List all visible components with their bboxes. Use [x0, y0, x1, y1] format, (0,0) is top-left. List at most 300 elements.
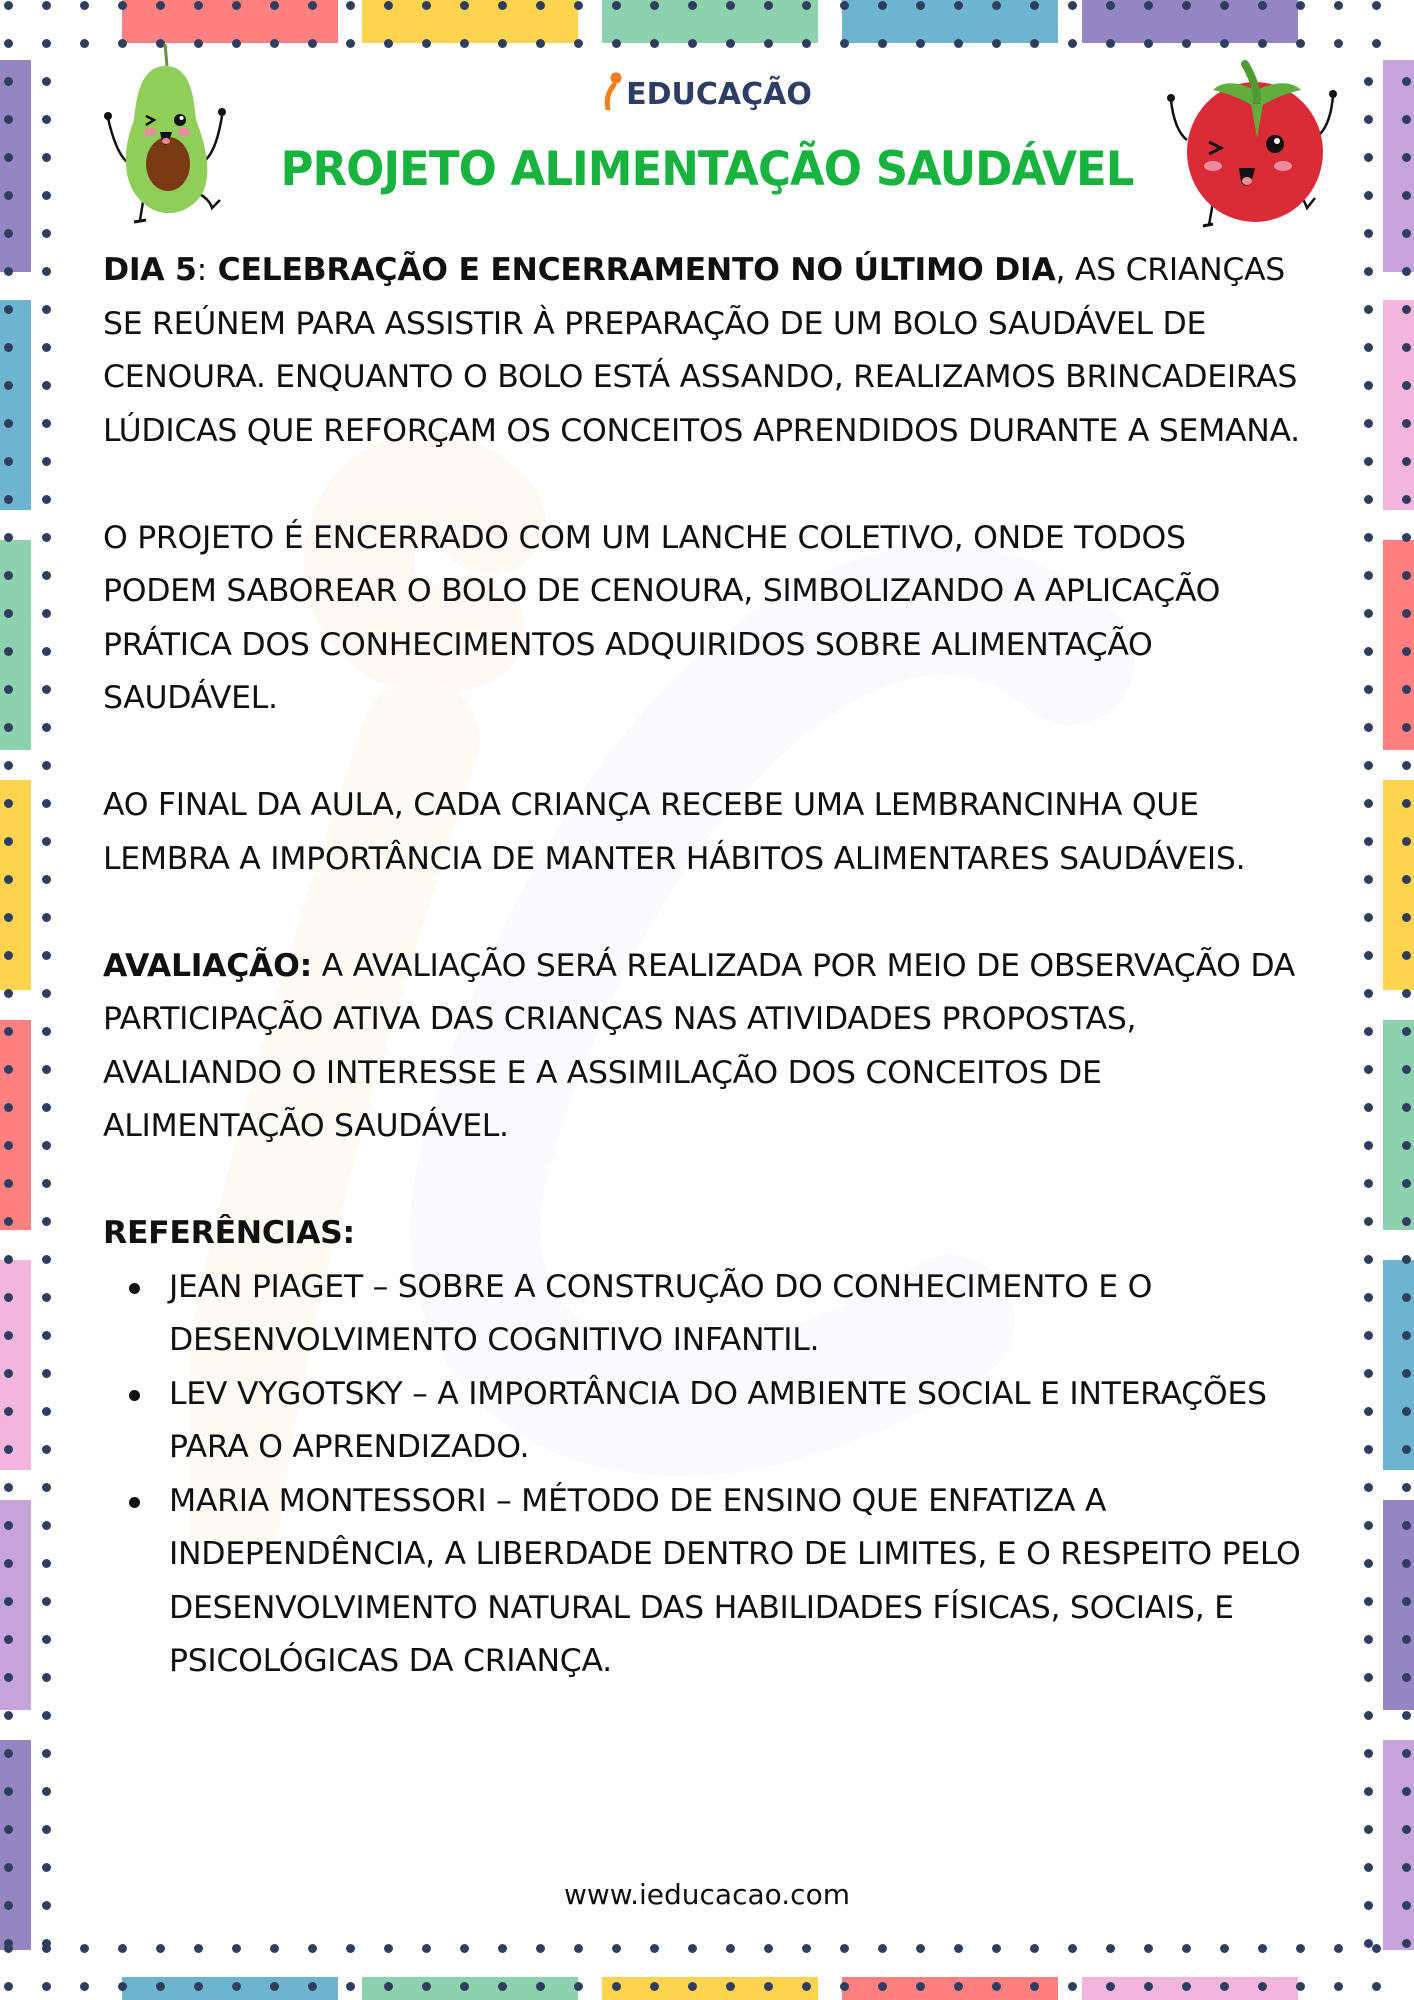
border-dot	[42, 723, 51, 732]
border-dot	[42, 1982, 51, 1991]
border-dot	[42, 1179, 51, 1188]
border-dot	[422, 1982, 431, 1991]
border-dot	[346, 1982, 355, 1991]
border-dot	[1144, 39, 1153, 48]
border-dot	[650, 1944, 659, 1953]
border-dot	[688, 1982, 697, 1991]
border-dot	[42, 989, 51, 998]
border-dot	[42, 609, 51, 618]
border-dot	[4, 1331, 13, 1340]
border-dot	[1068, 1, 1077, 10]
border-dot	[4, 1, 13, 10]
border-dot	[4, 115, 13, 124]
border-dot	[992, 1982, 1001, 1991]
border-dot	[4, 837, 13, 846]
border-dot	[1364, 533, 1373, 542]
border-color-strip	[0, 1260, 31, 1470]
border-dot	[1258, 1982, 1267, 1991]
border-dot	[916, 1944, 925, 1953]
border-dot	[1364, 1445, 1373, 1454]
border-dot	[1364, 571, 1373, 580]
border-dot	[1402, 913, 1411, 922]
border-dot	[1364, 837, 1373, 846]
border-dot	[4, 913, 13, 922]
border-dot	[764, 1, 773, 10]
border-dot	[1364, 685, 1373, 694]
logo-text: EDUCAÇÃO	[626, 77, 812, 112]
reference-item: LEV VYGOTSKY – A IMPORTÂNCIA DO AMBIENTE SOCIAL E INTERAÇÕES PARA O APRENDIZADO.	[103, 1368, 1303, 1475]
border-dot	[1364, 1787, 1373, 1796]
border-dot	[1364, 1027, 1373, 1036]
border-dot	[42, 799, 51, 808]
border-color-strip	[362, 1977, 578, 2000]
references-heading: REFERÊNCIAS:	[103, 1215, 355, 1251]
border-dot	[1364, 305, 1373, 314]
border-dot	[1372, 1, 1381, 10]
border-dot	[1364, 1407, 1373, 1416]
border-dot	[802, 1982, 811, 1991]
border-dot	[916, 1982, 925, 1991]
border-dot	[1402, 115, 1411, 124]
border-dot	[42, 1749, 51, 1758]
border-dot	[270, 1, 279, 10]
border-dot	[42, 1597, 51, 1606]
border-dot	[4, 267, 13, 276]
border-dot	[80, 1, 89, 10]
ieducacao-logo	[0, 72, 1414, 114]
border-dot	[1364, 419, 1373, 428]
border-dot	[1364, 1711, 1373, 1720]
border-dot	[422, 1944, 431, 1953]
border-color-strip	[122, 0, 338, 43]
border-dot	[4, 989, 13, 998]
border-dot	[574, 39, 583, 48]
border-dot	[1364, 1863, 1373, 1872]
border-dot	[42, 837, 51, 846]
border-dot	[1364, 875, 1373, 884]
border-dot	[460, 1, 469, 10]
border-dot	[4, 419, 13, 428]
evaluation-paragraph	[103, 940, 1303, 1154]
border-dot	[1182, 1982, 1191, 1991]
border-dot	[42, 229, 51, 238]
border-dot	[1364, 229, 1373, 238]
border-dot	[1364, 1217, 1373, 1226]
border-dot	[1364, 381, 1373, 390]
border-dot	[4, 1825, 13, 1834]
border-dot	[4, 799, 13, 808]
border-dot	[1364, 1179, 1373, 1188]
border-dot	[1402, 1103, 1411, 1112]
border-dot	[1334, 39, 1343, 48]
border-dot	[1030, 1982, 1039, 1991]
border-color-strip	[0, 1740, 31, 1950]
border-dot	[1364, 1635, 1373, 1644]
border-dot	[1402, 875, 1411, 884]
border-dot	[1402, 1027, 1411, 1036]
border-dot	[612, 1982, 621, 1991]
border-dot	[1334, 1944, 1343, 1953]
border-color-strip	[1383, 1260, 1414, 1470]
border-dot	[1364, 1939, 1373, 1948]
border-dot	[1068, 1982, 1077, 1991]
border-dot	[1402, 1331, 1411, 1340]
border-dot	[1364, 799, 1373, 808]
border-dot	[42, 1141, 51, 1150]
border-dot	[1402, 533, 1411, 542]
border-dot	[992, 1, 1001, 10]
references-list	[103, 1261, 1303, 1689]
border-dot	[1402, 571, 1411, 580]
border-dot	[1364, 1483, 1373, 1492]
border-dot	[1364, 1331, 1373, 1340]
border-dot	[1364, 1825, 1373, 1834]
border-dot	[4, 571, 13, 580]
border-dot	[612, 1944, 621, 1953]
border-dot	[840, 39, 849, 48]
border-dot	[42, 1103, 51, 1112]
border-dot	[954, 1, 963, 10]
border-dot	[42, 381, 51, 390]
border-dot	[422, 1, 431, 10]
border-dot	[384, 1, 393, 10]
border-dot	[4, 39, 13, 48]
border-dot	[1182, 1944, 1191, 1953]
border-dot	[42, 1, 51, 10]
border-dot	[4, 1597, 13, 1606]
border-color-strip	[1383, 1020, 1414, 1230]
border-dot	[764, 39, 773, 48]
border-dot	[1144, 1982, 1153, 1991]
border-dot	[1364, 1065, 1373, 1074]
border-dot	[1258, 39, 1267, 48]
border-dot	[802, 39, 811, 48]
border-dot	[4, 723, 13, 732]
day5-paragraph: DIA 5: CELEBRAÇÃO E ENCERRAMENTO NO ÚLTIMO DIA, AS CRIANÇAS SE REÚNEM PARA ASSISTIR À PREPARAÇÃO DE UM BOLO SAUDÁVEL DE CENOURA. ENQUANTO O BOLO ESTÁ ASSANDO, REALIZAMOS BRINCADEIRAS LÚDICAS QUE REFORÇAM OS CONCEITOS APRENDIDOS DURANTE A SEMANA.	[103, 252, 1300, 449]
border-dot	[4, 1407, 13, 1416]
border-dot	[4, 1559, 13, 1568]
border-dot	[1144, 1, 1153, 10]
border-dot	[42, 951, 51, 960]
border-dot	[1402, 723, 1411, 732]
border-dot	[1364, 115, 1373, 124]
border-color-strip	[0, 1020, 31, 1230]
border-dot	[80, 39, 89, 48]
border-dot	[4, 647, 13, 656]
border-dot	[1402, 1825, 1411, 1834]
border-dot	[1402, 457, 1411, 466]
border-dot	[460, 1944, 469, 1953]
reference-item: JEAN PIAGET – SOBRE A CONSTRUÇÃO DO CONHECIMENTO E O DESENVOLVIMENTO COGNITIVO INFANTIL.	[103, 1261, 1303, 1368]
border-dot	[42, 1331, 51, 1340]
border-dot	[1364, 1559, 1373, 1568]
border-dot	[42, 1255, 51, 1264]
border-dot	[1402, 989, 1411, 998]
border-dot	[4, 1673, 13, 1682]
border-dot	[840, 1, 849, 10]
border-dot	[840, 1982, 849, 1991]
border-dot	[42, 1825, 51, 1834]
border-dot	[1364, 1103, 1373, 1112]
border-dot	[42, 647, 51, 656]
border-dot	[1402, 1255, 1411, 1264]
border-dot	[1402, 685, 1411, 694]
border-dot	[1220, 1944, 1229, 1953]
border-dot	[118, 1982, 127, 1991]
border-dot	[1402, 1483, 1411, 1492]
border-dot	[1364, 1749, 1373, 1758]
border-dot	[118, 1, 127, 10]
border-dot	[1068, 39, 1077, 48]
souvenir-paragraph: AO FINAL DA AULA, CADA CRIANÇA RECEBE UMA LEMBRANCINHA QUE LEMBRA A IMPORTÂNCIA DE MANTER HÁBITOS ALIMENTARES SAUDÁVEIS.	[103, 787, 1246, 877]
border-dot	[1296, 1982, 1305, 1991]
border-dot	[4, 1787, 13, 1796]
border-dot	[1030, 1, 1039, 10]
border-dot	[42, 1939, 51, 1948]
border-dot	[878, 39, 887, 48]
border-dot	[1402, 1711, 1411, 1720]
day5-heading: CELEBRAÇÃO E ENCERRAMENTO NO ÚLTIMO DIA	[206, 252, 1056, 288]
border-dot	[1364, 723, 1373, 732]
border-dot	[840, 1944, 849, 1953]
border-dot	[688, 1, 697, 10]
border-dot	[1402, 761, 1411, 770]
border-color-strip	[842, 0, 1058, 43]
border-dot	[346, 1944, 355, 1953]
border-dot	[4, 685, 13, 694]
border-dot	[1402, 799, 1411, 808]
border-dot	[384, 1944, 393, 1953]
border-dot	[1296, 39, 1305, 48]
border-dot	[1364, 647, 1373, 656]
border-dot	[992, 1944, 1001, 1953]
border-dot	[1402, 951, 1411, 960]
footer-url[interactable]: www.ieducacao.com	[563, 1878, 850, 1911]
border-dot	[1372, 39, 1381, 48]
border-dot	[1402, 419, 1411, 428]
border-dot	[1402, 1293, 1411, 1302]
border-dot	[4, 1103, 13, 1112]
border-dot	[4, 305, 13, 314]
border-dot	[650, 39, 659, 48]
border-dot	[1402, 1179, 1411, 1188]
border-dot	[726, 1944, 735, 1953]
border-dot	[1364, 913, 1373, 922]
border-dot	[42, 1217, 51, 1226]
border-dot	[4, 381, 13, 390]
border-dot	[1068, 1944, 1077, 1953]
border-dot	[194, 1982, 203, 1991]
border-dot	[4, 1369, 13, 1378]
logo-i-icon	[602, 72, 624, 110]
border-dot	[1364, 267, 1373, 276]
border-dot	[42, 305, 51, 314]
border-dot	[1364, 951, 1373, 960]
border-dot	[42, 1787, 51, 1796]
border-dot	[1402, 1521, 1411, 1530]
border-dot	[1106, 1, 1115, 10]
border-dot	[1402, 229, 1411, 238]
border-dot	[42, 1673, 51, 1682]
border-color-strip	[362, 0, 578, 43]
border-dot	[232, 39, 241, 48]
border-dot	[4, 1027, 13, 1036]
border-dot	[1296, 1944, 1305, 1953]
border-dot	[498, 1982, 507, 1991]
border-dot	[1364, 1141, 1373, 1150]
border-color-strip	[122, 1977, 338, 2000]
border-dot	[42, 267, 51, 276]
border-dot	[1364, 457, 1373, 466]
border-dot	[954, 1982, 963, 1991]
border-dot	[42, 761, 51, 770]
border-dot	[536, 1, 545, 10]
border-color-strip	[0, 300, 31, 510]
border-dot	[574, 1944, 583, 1953]
border-dot	[4, 951, 13, 960]
border-dot	[42, 1027, 51, 1036]
border-dot	[1364, 343, 1373, 352]
border-dot	[688, 1944, 697, 1953]
border-dot	[4, 1711, 13, 1720]
border-dot	[1106, 1982, 1115, 1991]
border-dot	[4, 229, 13, 238]
day5-text: , AS CRIANÇAS SE REÚNEM PARA ASSISTIR À PREPARAÇÃO DE UM BOLO SAUDÁVEL DE CENOURA. ENQUANTO O BOLO ESTÁ ASSANDO, REALIZAMOS BRINCADEIRAS LÚDICAS QUE REFORÇAM OS CONCEITOS APRENDIDOS DURANTE A SEMANA.	[103, 252, 1300, 449]
border-dot	[1334, 1, 1343, 10]
border-dot	[878, 1982, 887, 1991]
border-dot	[954, 39, 963, 48]
border-dot	[688, 39, 697, 48]
border-dot	[1364, 495, 1373, 504]
border-dot	[4, 1982, 13, 1991]
border-dot	[4, 1141, 13, 1150]
border-dot	[42, 1711, 51, 1720]
border-dot	[1402, 1141, 1411, 1150]
border-dot	[992, 39, 1001, 48]
border-dot	[42, 495, 51, 504]
border-dot	[42, 1407, 51, 1416]
border-dot	[4, 875, 13, 884]
border-dot	[498, 39, 507, 48]
border-dot	[574, 1982, 583, 1991]
border-dot	[4, 1179, 13, 1188]
border-dot	[118, 1944, 127, 1953]
border-dot	[1258, 1944, 1267, 1953]
border-dot	[4, 1521, 13, 1530]
border-dot	[384, 39, 393, 48]
border-dot	[4, 1939, 13, 1948]
border-dot	[1334, 1982, 1343, 1991]
border-dot	[232, 1, 241, 10]
border-dot	[4, 1255, 13, 1264]
border-dot	[308, 1, 317, 10]
border-dot	[156, 1982, 165, 1991]
border-dot	[916, 39, 925, 48]
border-dot	[42, 533, 51, 542]
border-dot	[42, 343, 51, 352]
border-dot	[270, 1982, 279, 1991]
border-dot	[1182, 39, 1191, 48]
border-dot	[1258, 1, 1267, 10]
border-dot	[42, 1445, 51, 1454]
border-dot	[1402, 1635, 1411, 1644]
border-dot	[802, 1944, 811, 1953]
border-dot	[460, 1982, 469, 1991]
border-dot	[878, 1, 887, 10]
day5-label: DIA 5	[103, 252, 197, 288]
border-dot	[270, 1944, 279, 1953]
border-dot	[4, 1635, 13, 1644]
border-dot	[1106, 1944, 1115, 1953]
border-dot	[156, 1944, 165, 1953]
border-dot	[1402, 837, 1411, 846]
border-dot	[4, 533, 13, 542]
border-dot	[4, 761, 13, 770]
border-dot	[1296, 1, 1305, 10]
border-dot	[1182, 1, 1191, 10]
border-dot	[1364, 1673, 1373, 1682]
border-dot	[1402, 1749, 1411, 1758]
border-dot	[4, 1065, 13, 1074]
border-dot	[80, 1944, 89, 1953]
border-dot	[1364, 989, 1373, 998]
border-dot	[1364, 1293, 1373, 1302]
border-dot	[270, 39, 279, 48]
border-dot	[1364, 1255, 1373, 1264]
border-dot	[42, 913, 51, 922]
border-dot	[916, 1, 925, 10]
border-dot	[1402, 609, 1411, 618]
border-dot	[42, 1635, 51, 1644]
border-dot	[194, 1944, 203, 1953]
border-dot	[1402, 1369, 1411, 1378]
evaluation-text: A AVALIAÇÃO SERÁ REALIZADA POR MEIO DE OBSERVAÇÃO DA PARTICIPAÇÃO ATIVA DAS CRIANÇAS NAS ATIVIDADES PROPOSTAS, AVALIANDO O INTERESSE E A ASSIMILAÇÃO DOS CONCEITOS DE ALIMENTAÇÃO SAUDÁVEL.	[103, 947, 1295, 1144]
border-dot	[80, 1982, 89, 1991]
border-dot	[1402, 1597, 1411, 1606]
border-dot	[308, 39, 317, 48]
page-title: PROJETO ALIMENTAÇÃO SAUDÁVEL	[280, 140, 1134, 197]
border-dot	[1220, 1982, 1229, 1991]
border-dot	[498, 1, 507, 10]
border-dot	[4, 457, 13, 466]
border-dot	[232, 1944, 241, 1953]
border-dot	[1402, 1939, 1411, 1948]
border-dot	[1402, 1445, 1411, 1454]
border-dot	[42, 685, 51, 694]
border-dot	[574, 1, 583, 10]
border-dot	[1372, 1982, 1381, 1991]
border-dot	[954, 1944, 963, 1953]
border-dot	[4, 495, 13, 504]
border-dot	[156, 1, 165, 10]
border-dot	[1364, 1521, 1373, 1530]
border-dot	[42, 571, 51, 580]
border-dot	[1144, 1944, 1153, 1953]
border-dot	[42, 39, 51, 48]
border-dot	[42, 457, 51, 466]
border-dot	[42, 1559, 51, 1568]
border-dot	[346, 39, 355, 48]
border-dot	[42, 1521, 51, 1530]
border-dot	[42, 115, 51, 124]
border-dot	[650, 1, 659, 10]
border-color-strip	[602, 1977, 818, 2000]
border-dot	[650, 1982, 659, 1991]
border-dot	[4, 609, 13, 618]
border-dot	[1030, 1944, 1039, 1953]
border-dot	[4, 1445, 13, 1454]
border-dot	[1402, 1559, 1411, 1568]
